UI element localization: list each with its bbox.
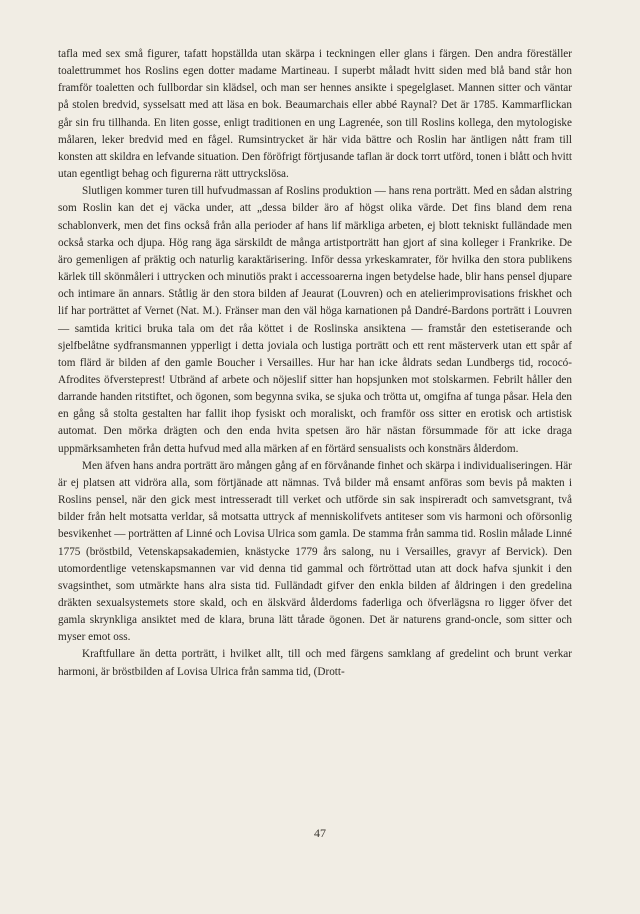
paragraph-continued: tafla med sex små figurer, tafatt hopställda utan skärpa i teckningen eller glans i färgen. Den andra föreställer toalettrummet hos Roslins egen dotter madame Martineau. I superbt måladt hvitt siden med blå band står hon framför toaletten och fullbordar sin klädsel, och man ser hennes ansikte i spegelglaset. Mannen sitter och väntar på stolen bredvid, sysselsatt med att läsa en bok. Beaumarchais eller abbé Raynal? Det är 1785. Kammarflickan går sin fru tillhanda. En liten gosse, enligt traditionen en ung Lagrenée, son till Roslins kollega, den mytologiske målaren, leker bredvid med en fågel. Rumsintrycket är här vida bättre och Roslin har äntligen nått fram till konsten att skildra en lefvande situation. Den föröfrigt förtjusande taflan är dock torrt utförd, tonen i blått och hvitt utan egentligt behag och figurerna rätt uttryckslösa.	[58, 48, 572, 181]
page-number: 47	[314, 826, 326, 840]
paragraph-linne: Men äfven hans andra porträtt äro mången gång af en förvånande finhet och skärpa i individualiseringen. Här är ej platsen att vidröra alla, som förtjänade att nämnas. Två bilder må ensamt anföras som bevis på makten i Roslins pensel, när den gick mest intresseradt till verket och utförde sin sak inspireradt och samvetsgrant, två bilder från helt motsatta verldar, så motsatta uttryck af menniskolifvets antiteser som vis harmoni och oförsonlig besvikenhet — porträtten af Linné och Lovisa Ulrica som gamla. De stamma från samma tid. Roslin målade Linné 1775 (bröstbild, Vetenskapsakademien, knästycke 1779 års salong, nu i Versailles, gravyr af Bervick). Den utomordentlige vetenskapsmannen var vid denna tid gammal och förtröttad utan att dock hafva sjunkit i den svagsinthet, som utmärkte hans alra sista tid. Fulländadt gifver den enkla bilden af åldringen i den gredelina dräkten sexualsystemets store skald, och en älskvärd ålderdoms faderliga och öfverlägsna ro ligger öfver det gamla skrynkliga ansiktet med de klara, bruna lätt tårade ögonen. Det är naturens grand-oncle, som sitter och myser emot oss.	[58, 459, 572, 644]
paragraph-portraits: Slutligen kommer turen till hufvudmassan af Roslins produktion — hans rena porträtt. Med en sådan alstring som Roslin kan det ej väcka under, att „dessa bilder äro af högst olika värde. Det fins bland dem rena schablonverk, men det fins också från alla perioder af hans lif märkliga arbeten, ej blott tekniskt fulländade men också starka och djupa. Hög rang äga särskildt de många artistporträtt han gjort af sina kolleger i Frankrike. De äro gemenligen af präktig och naturlig karaktärisering. Inför dessa yrkeskamrater, för hvilka den stora publikens kärlek till skönmåleri i uttrycken och minutiös prakt i accessoarerna ingen betydelse hade, blir hans pensel djupare och intimare än annars. Ståtlig är den stora bilden af Jeaurat (Louvren) och en atelierimprovisations friskhet och lif har porträttet af Vernet (Nat. M.). Fränser man den väl höga karnationen på Dandré-Bardons porträtt i Louvren — samtida kritici bruka tala om det råa köttet i de Roslinska ansiktena — framstår den estetiserande och sjelfbelåtne sydfransmannen ypperligt i detta joviala och lustiga porträtt och ett rent mästerverk utan ett spår af tom flärd är bilden af den gamle Boucher i Versailles. Hur har han icke åldrats sedan Lundbergs tid, rococó-Afrodites öfversteprest! Utbränd af arbete och nöjeslif sitter han hopsjunken mot stolskarmen. Febrilt håller den darrande handen ritstiftet, och ögonen, som begynna svika, se sjuka och trötta ut, omgifna af tunga påsar. Hela den en gång så stolta gestalten har fallit ihop fysiskt och moraliskt, och framför oss sitter en erotisk och artistisk automat. Den mörka drägten och den enda hvita spetsen äro här nästan försummade för att icke draga uppmärksamheten från detta hufvud med alla märken af en förtärd sensualists och konstnärs ålderdom.	[58, 185, 572, 455]
paragraph-lovisa-ulrica: Kraftfullare än detta porträtt, i hvilket allt, till och med färgens samklang af gredelint och brunt verkar harmoni, är bröstbilden af Lovisa Ulrica från samma tid, (Drott-	[58, 648, 572, 678]
body-text	[58, 46, 572, 681]
